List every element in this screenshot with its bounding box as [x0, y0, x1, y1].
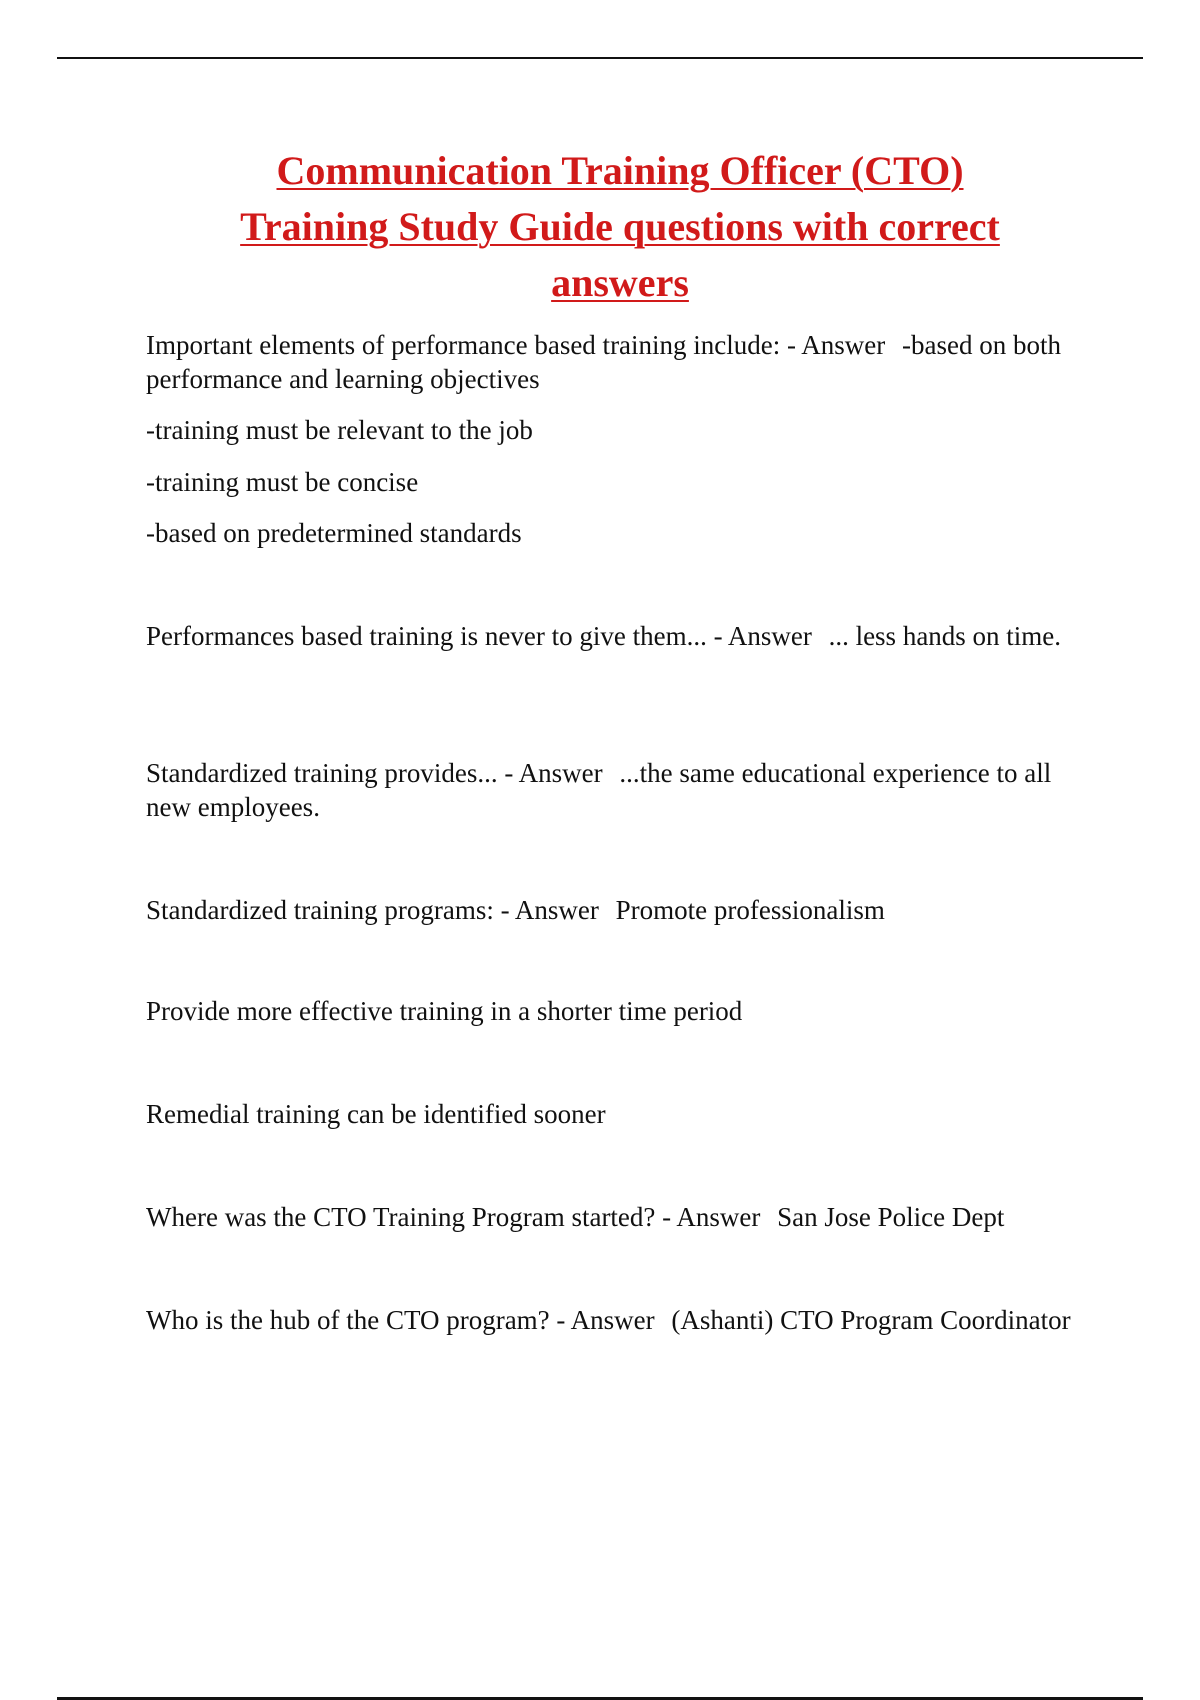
answer-text: San Jose Police Dept: [777, 1202, 1005, 1232]
answer-text: ...the same educational experience to all new employees.: [146, 758, 1052, 822]
question-text: Performances based training is never to give them... - Answer: [146, 621, 812, 651]
answer-line: [146, 413, 1076, 447]
qa-entry: [146, 328, 1076, 396]
line-text: -training must be concise: [146, 467, 419, 497]
title-line: answers: [551, 260, 689, 305]
question-text: Standardized training provides... - Answer: [146, 758, 603, 788]
line-text: -training must be relevant to the job: [146, 415, 533, 445]
document-title: [130, 143, 1110, 311]
question-text: Standardized training programs: - Answer: [146, 895, 599, 925]
answer-text: ... less hands on time.: [828, 621, 1062, 651]
answer-line: [146, 994, 1076, 1028]
qa-entry: [146, 619, 1076, 653]
line-text: Remedial training can be identified sooner: [146, 1099, 606, 1129]
answer-line: [146, 516, 1076, 550]
answer-text: -based on both performance and learning objectives: [146, 330, 1061, 394]
title-line: Communication Training Officer (CTO): [276, 148, 964, 193]
title-line: Training Study Guide questions with correct: [240, 204, 1000, 249]
question-text: Where was the CTO Training Program started? - Answer: [146, 1202, 761, 1232]
qa-entry: [146, 756, 1076, 824]
question-text: Important elements of performance based training include: - Answer: [146, 330, 886, 360]
qa-entry: [146, 1303, 1076, 1337]
qa-entry: [146, 1200, 1076, 1234]
line-text: Provide more effective training in a shorter time period: [146, 996, 743, 1026]
answer-text: (Ashanti) CTO Program Coordinator: [671, 1305, 1071, 1335]
answer-line: [146, 465, 1076, 499]
question-text: Who is the hub of the CTO program? - Answer: [146, 1305, 655, 1335]
top-rule: [57, 57, 1143, 59]
line-text: -based on predetermined standards: [146, 518, 522, 548]
answer-text: Promote professionalism: [615, 895, 885, 925]
answer-line: [146, 1097, 1076, 1131]
qa-entry: [146, 893, 1076, 927]
